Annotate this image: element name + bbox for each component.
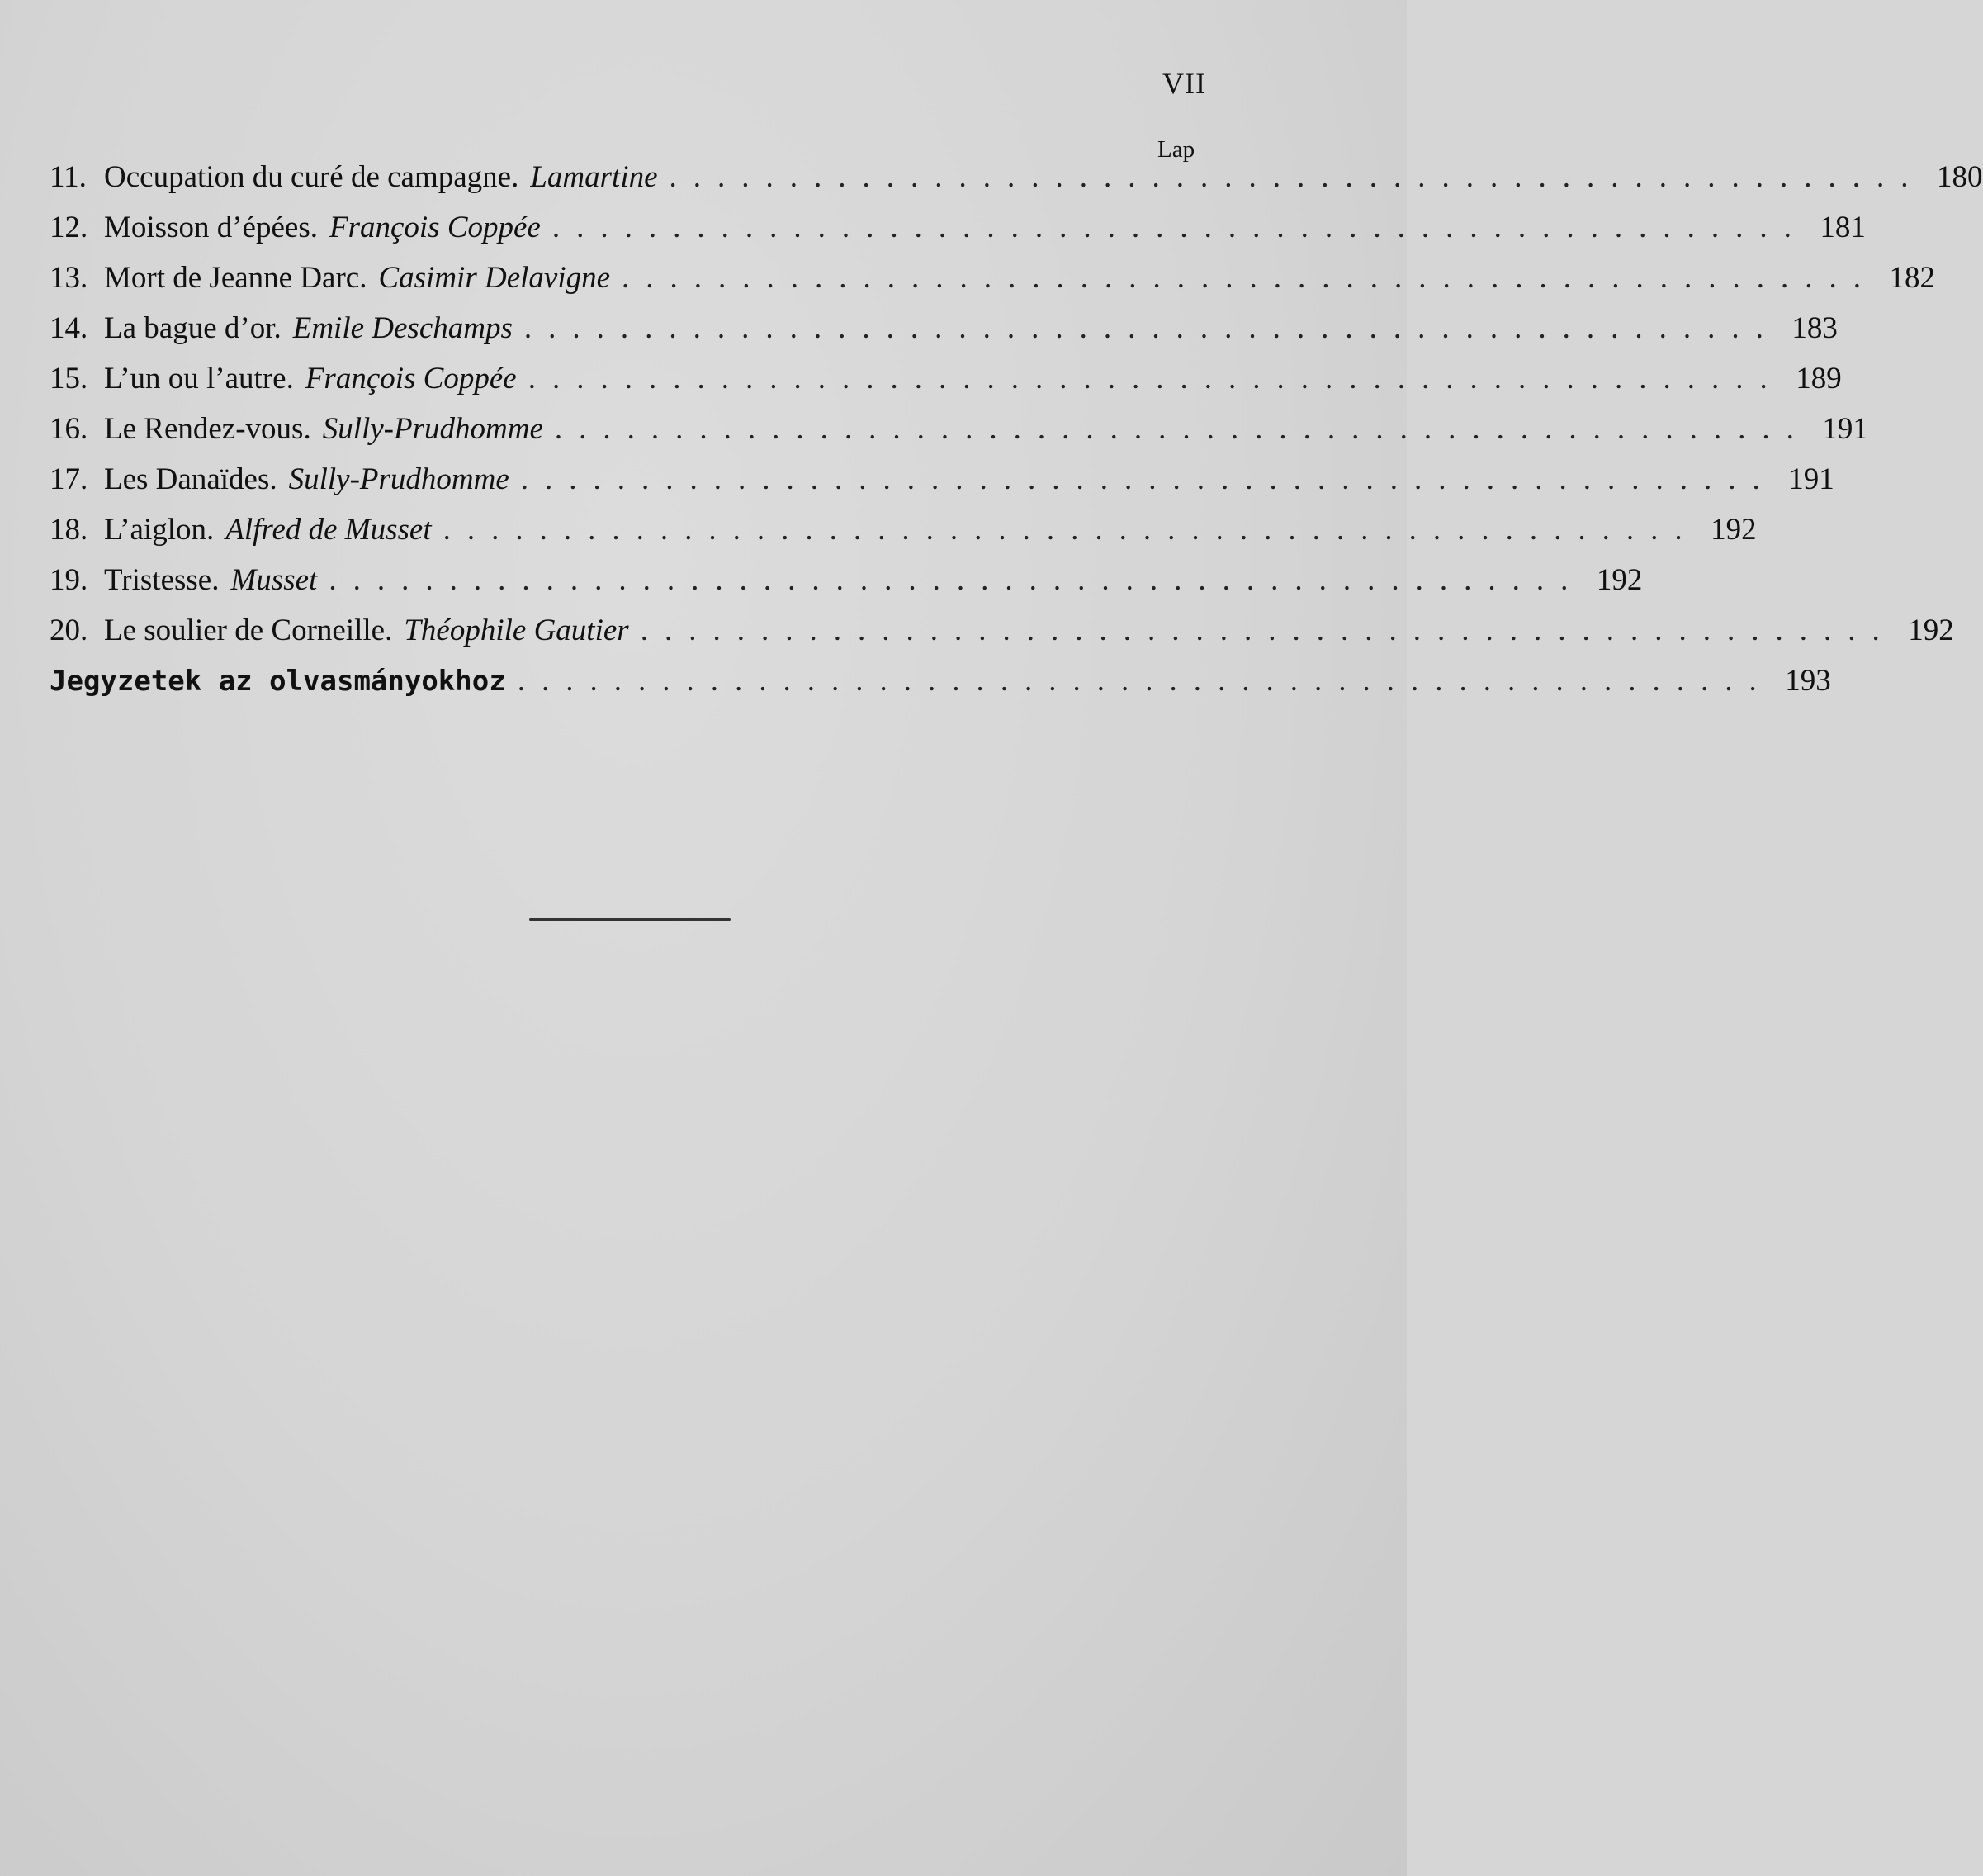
toc-entry <box>50 361 1842 411</box>
entry-author: François Coppée <box>329 211 541 244</box>
entry-number: 12. <box>50 211 88 244</box>
entry-title: Moisson d’épées. <box>104 211 318 244</box>
entry-author: Lamartine <box>530 160 658 194</box>
dot-leader: .................................................... <box>622 261 1878 295</box>
table-of-contents <box>50 159 1983 713</box>
toc-entry <box>50 462 1834 512</box>
dot-leader: .................................................... <box>517 664 1773 698</box>
entry-author: François Coppée <box>305 362 517 396</box>
page-column-header: Lap <box>1157 136 1195 163</box>
entry-author: Alfred de Musset <box>225 513 432 547</box>
toc-entry-notes <box>50 663 1831 713</box>
entry-title: Le Rendez-vous. <box>104 412 311 446</box>
entry-page: 192 <box>1596 563 1643 597</box>
section-divider <box>529 918 731 921</box>
entry-page: 189 <box>1796 362 1842 396</box>
entry-number: 17. <box>50 462 88 496</box>
entry-title: Mort de Jeanne Darc. <box>104 261 367 295</box>
entry-page: 181 <box>1820 211 1866 244</box>
dot-leader: .................................................... <box>443 513 1699 547</box>
entry-number: 11. <box>50 160 87 194</box>
entry-title: La bague d’or. <box>104 311 282 345</box>
entry-title: L’aiglon. <box>104 513 215 547</box>
entry-author: Emile Deschamps <box>292 311 513 345</box>
dot-leader: .................................................... <box>554 412 1810 446</box>
entry-author: Sully-Prudhomme <box>288 462 509 496</box>
entry-number: 13. <box>50 261 88 295</box>
entry-page: 191 <box>1822 412 1868 446</box>
entry-page: 192 <box>1908 613 1954 647</box>
entry-number: 20. <box>50 613 88 647</box>
entry-author: Musset <box>230 563 318 597</box>
entry-page: 192 <box>1711 513 1757 547</box>
entry-title: L’un ou l’autre. <box>104 362 294 396</box>
entry-author: Sully-Prudhomme <box>322 412 543 446</box>
toc-entry <box>50 512 1757 562</box>
entry-number: 15. <box>50 362 88 396</box>
entry-page: 182 <box>1889 261 1936 295</box>
entry-title: Occupation du curé de campagne. <box>104 160 519 194</box>
toc-entry <box>50 310 1838 361</box>
toc-entry <box>50 411 1868 462</box>
entry-page: 180 <box>1937 160 1983 194</box>
entry-title: Tristesse. <box>104 563 220 597</box>
dot-leader: .................................................... <box>528 362 1784 396</box>
entry-title: Le soulier de Corneille. <box>104 613 393 647</box>
dot-leader: .................................................... <box>520 462 1777 496</box>
toc-entry <box>50 562 1643 613</box>
toc-entry <box>50 613 1954 663</box>
dot-leader: .................................................... <box>551 211 1808 244</box>
entry-page: 193 <box>1785 664 1831 698</box>
dot-leader: .................................................... <box>523 311 1780 345</box>
entry-author: Théophile Gautier <box>404 613 629 647</box>
entry-page: 191 <box>1788 462 1834 496</box>
toc-entry <box>50 210 1866 260</box>
entry-number: 16. <box>50 412 88 446</box>
entry-author: Casimir Delavigne <box>378 261 611 295</box>
entry-number: 18. <box>50 513 88 547</box>
toc-entry <box>50 159 1983 210</box>
page-folio: VII <box>1162 67 1206 100</box>
entry-number: 19. <box>50 563 88 597</box>
entry-title: Jegyzetek az olvasmányokhoz <box>50 665 506 698</box>
entry-number: 14. <box>50 311 88 345</box>
dot-leader: .................................................... <box>329 563 1585 597</box>
toc-entry <box>50 260 1936 310</box>
dot-leader: .................................................... <box>669 160 1925 194</box>
dot-leader: .................................................... <box>640 613 1896 647</box>
entry-title: Les Danaïdes. <box>104 462 277 496</box>
entry-page: 183 <box>1791 311 1838 345</box>
